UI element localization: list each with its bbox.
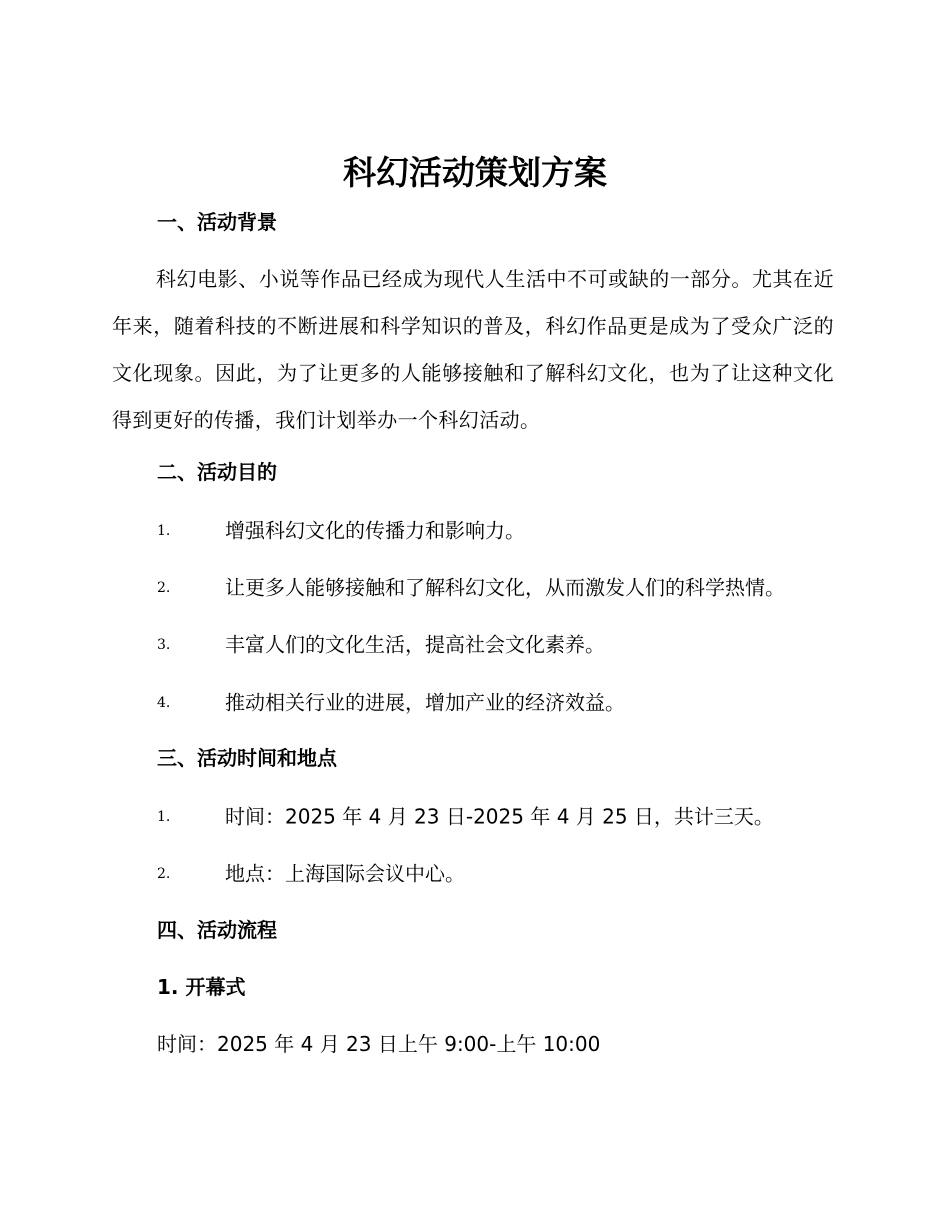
list-number: 1. bbox=[157, 808, 171, 825]
subheading-opening-ceremony: 1. 开幕式 bbox=[157, 975, 246, 999]
background-paragraph: 科幻电影、小说等作品已经成为现代人生活中不可或缺的一部分。尤其在近年来，随着科技的不断进展和科学知识的普及，科幻作品更是成为了受众广泛的文化现象。因此，为了让更多的人能够接触和了解科幻文化，也为了让这种文化得到更好的传播，我们计划举办一个科幻活动。 bbox=[112, 267, 834, 432]
section-heading-goals: 二、活动目的 bbox=[157, 460, 277, 484]
list-item bbox=[157, 629, 847, 659]
section-heading-process: 四、活动流程 bbox=[157, 918, 277, 942]
document-title: 科幻活动策划方案 bbox=[343, 153, 607, 192]
list-item bbox=[157, 858, 847, 888]
list-item-text: 时间：2025 年 4 月 23 日-2025 年 4 月 25 日，共计三天。 bbox=[225, 804, 774, 829]
section-heading-time-place: 三、活动时间和地点 bbox=[157, 746, 337, 770]
list-item-text: 地点：上海国际会议中心。 bbox=[225, 861, 465, 886]
list-item-text: 推动相关行业的进展，增加产业的经济效益。 bbox=[225, 690, 625, 715]
list-item-text: 丰富人们的文化生活，提高社会文化素养。 bbox=[225, 632, 605, 657]
list-number: 3. bbox=[157, 636, 171, 653]
list-item bbox=[157, 801, 847, 831]
list-item bbox=[157, 515, 847, 545]
opening-time-line: 时间：2025 年 4 月 23 日上午 9:00-上午 10:00 bbox=[157, 1032, 601, 1056]
list-item-text: 增强科幻文化的传播力和影响力。 bbox=[225, 518, 525, 543]
list-number: 2. bbox=[157, 579, 171, 596]
list-item-text: 让更多人能够接触和了解科幻文化，从而激发人们的科学热情。 bbox=[225, 575, 785, 600]
list-number: 1. bbox=[157, 522, 171, 539]
list-item bbox=[157, 687, 847, 717]
list-number: 4. bbox=[157, 694, 171, 711]
list-number: 2. bbox=[157, 865, 171, 882]
list-item bbox=[157, 572, 847, 602]
section-heading-background: 一、活动背景 bbox=[157, 210, 277, 234]
